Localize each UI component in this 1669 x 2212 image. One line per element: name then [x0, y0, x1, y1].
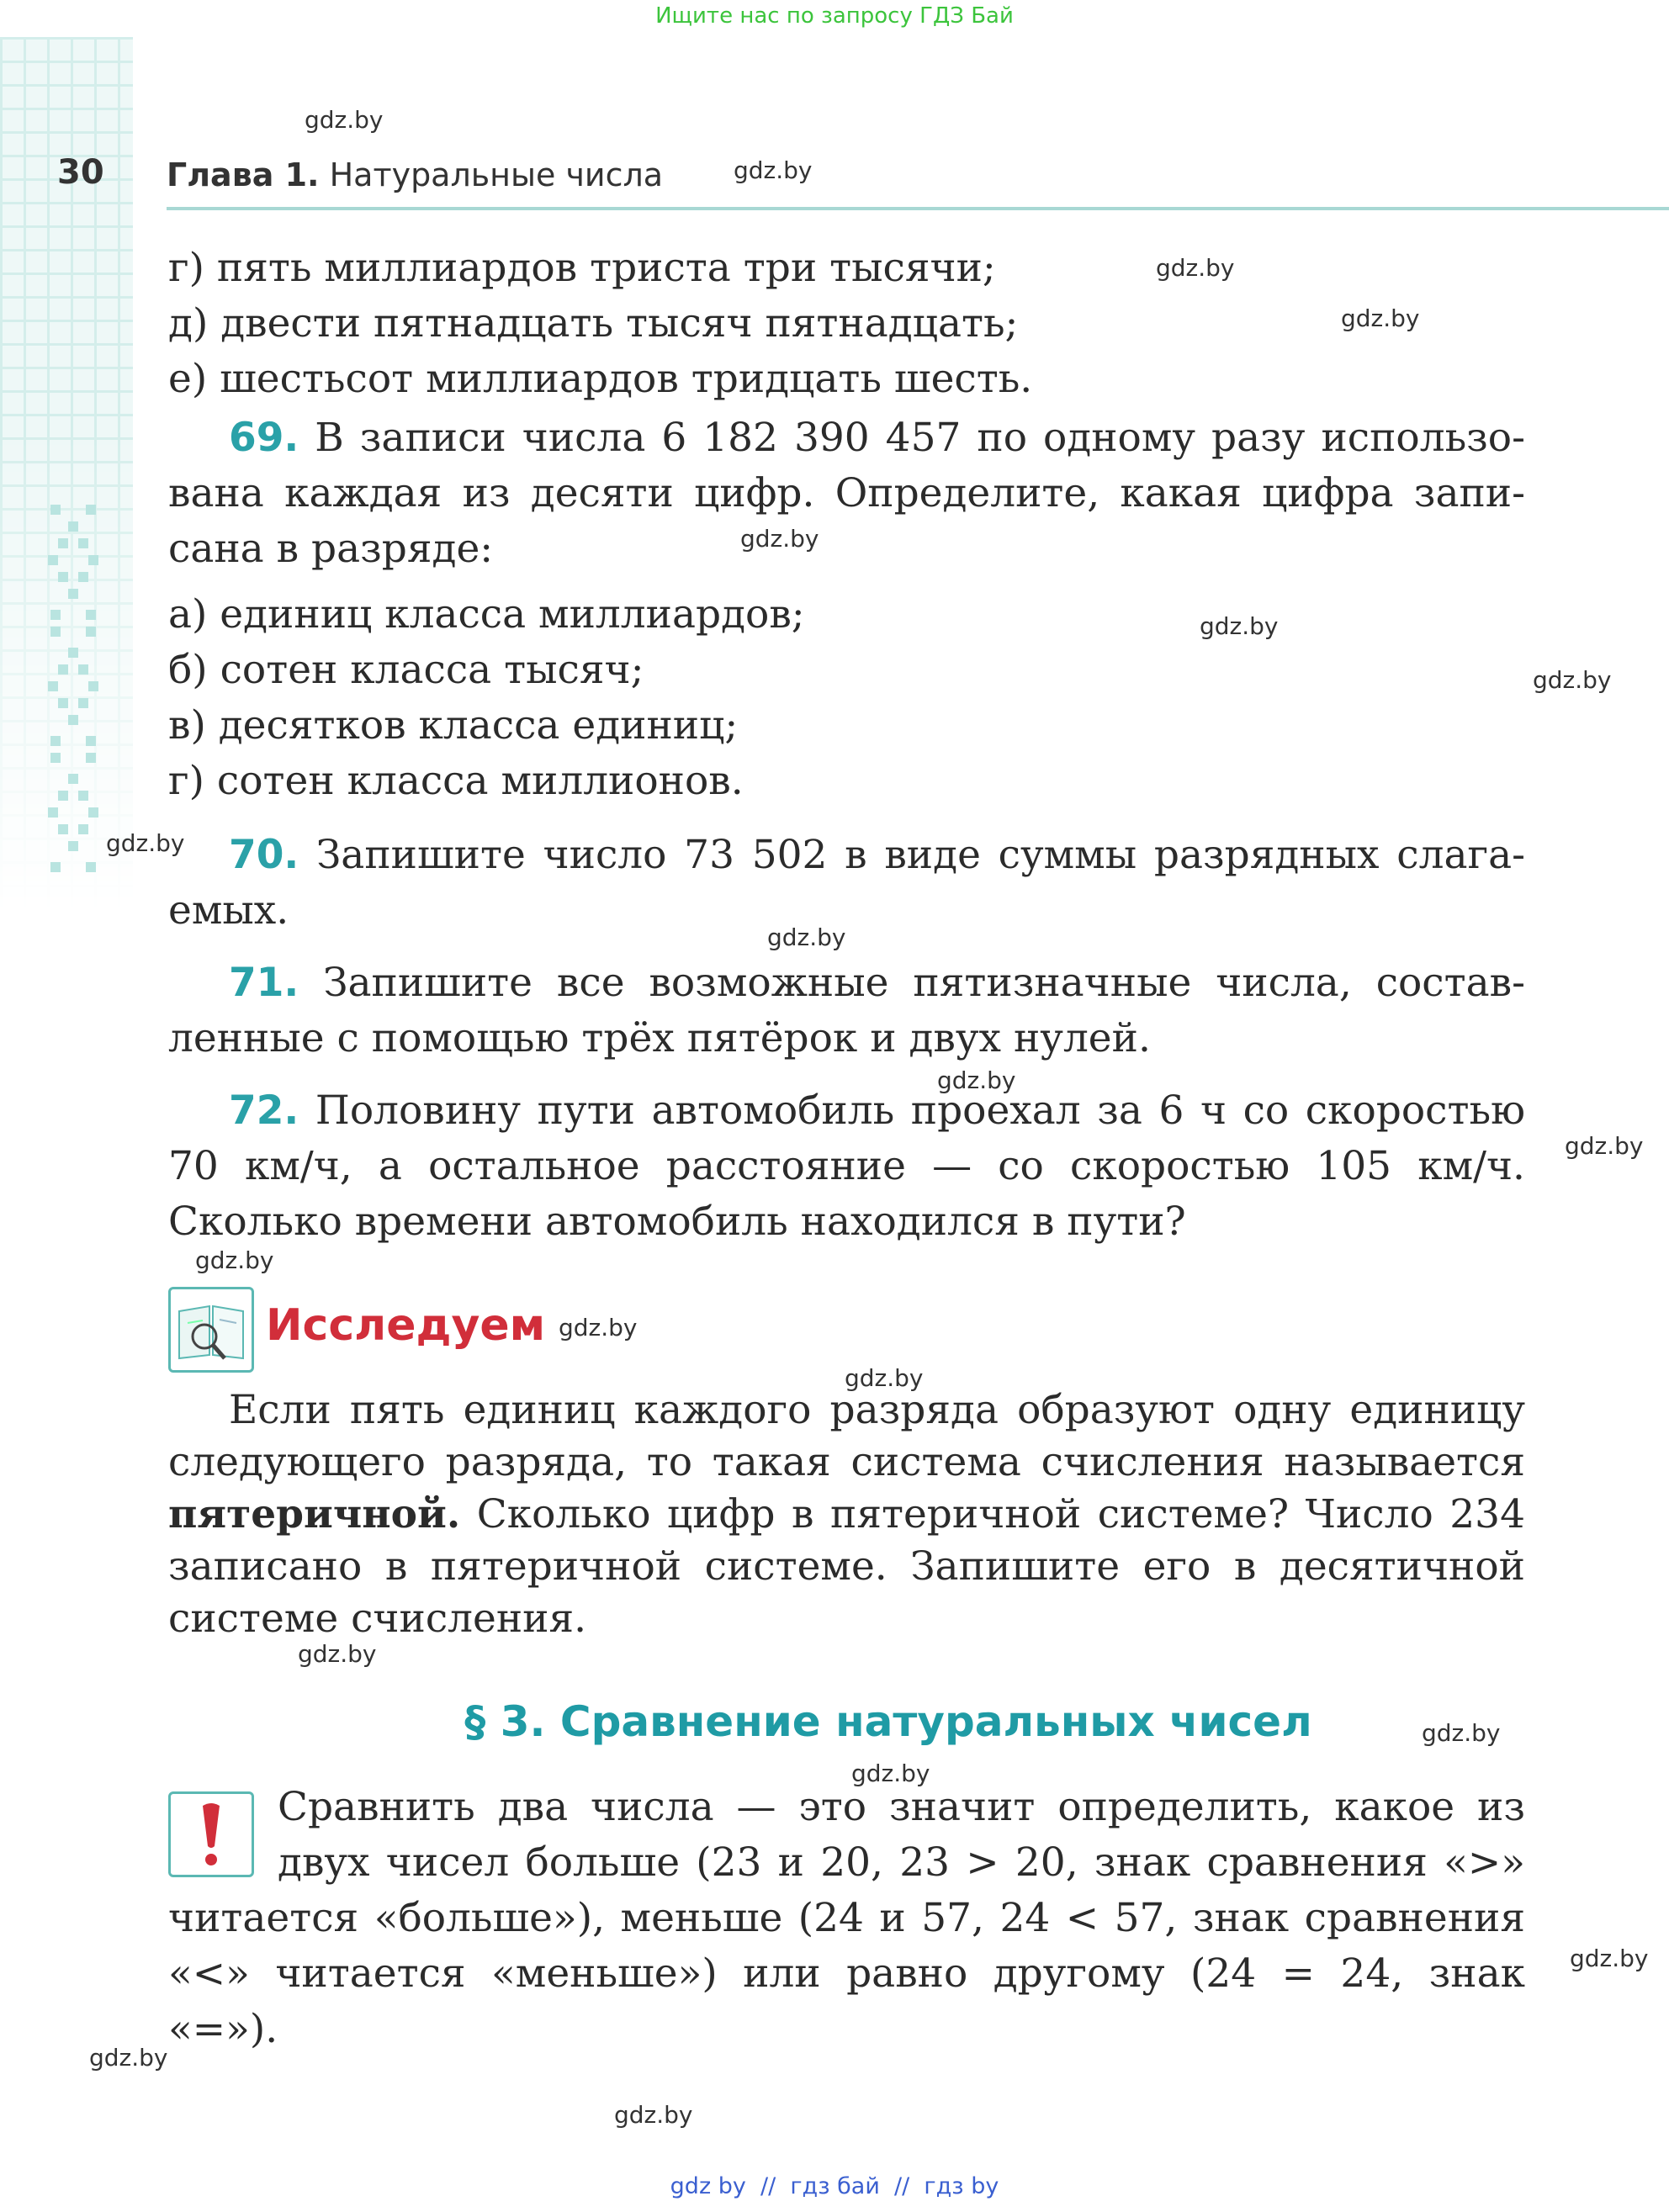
top-banner[interactable]: Ищите нас по запросу ГДЗ Бай — [655, 3, 1014, 29]
footer-links[interactable]: gdz by // гдз бай // гдз by — [670, 2173, 999, 2199]
chapter-heading — [167, 156, 663, 193]
list-item: д) двести пятнадцать тысяч пятнадцать; — [168, 300, 1019, 347]
exclamation-icon — [171, 1794, 252, 1875]
list-item: е) шестьсот миллиардов тридцать шесть. — [168, 356, 1033, 402]
exercise-71-text: Запишите все возможные пятизначные числа, состав- — [323, 960, 1525, 1006]
research-term: пятеричной. — [168, 1491, 461, 1537]
exercise-number: 69. — [229, 415, 299, 461]
exercise-70-line: емых. — [168, 887, 289, 934]
watermark: gdz.by — [851, 1760, 930, 1787]
exercise-72-line: 70 км/ч, а остальное расстояние — со скоростью 105 км/ч. — [168, 1143, 1525, 1189]
research-line: следующего разряда, то такая система счисления называется — [168, 1439, 1525, 1485]
research-line — [168, 1489, 1525, 1541]
exercise-72-text: Половину пути автомобиль проехал за 6 ч со скоростью — [315, 1087, 1525, 1134]
exercise-number: 71. — [229, 960, 299, 1006]
page-number: 30 — [57, 153, 104, 192]
watermark: gdz.by — [89, 2044, 168, 2072]
watermark: gdz.by — [937, 1066, 1016, 1094]
book-magnifier-icon — [171, 1289, 252, 1370]
watermark: gdz.by — [1533, 666, 1612, 694]
list-item: в) десятков класса единиц; — [168, 702, 739, 749]
research-icon — [168, 1287, 254, 1373]
exercise-72-line — [229, 1083, 1525, 1139]
section-line: двух чисел больше (23 и 20, 23 > 20, знак сравнения «>» — [278, 1839, 1525, 1886]
exercise-number: 72. — [229, 1087, 299, 1134]
watermark: gdz.by — [1570, 1945, 1649, 1972]
chapter-title: Натуральные числа — [329, 156, 664, 193]
watermark: gdz.by — [106, 829, 185, 857]
exercise-number: 70. — [229, 832, 299, 878]
exercise-69-text: В записи числа 6 182 390 457 по одному разу использо- — [315, 415, 1525, 461]
research-text: Сколько цифр в пятеричной системе? Число 234 — [476, 1491, 1525, 1537]
section-line: читается «больше»), меньше (24 и 57, 24 < 57, знак сравнения — [168, 1895, 1525, 1941]
list-item: а) единиц класса миллиардов; — [168, 591, 805, 638]
section-line: Сравнить два числа — это значит определить, какое из — [278, 1784, 1525, 1830]
list-item: г) сотен класса миллионов. — [168, 758, 744, 804]
list-item: б) сотен класса тысяч; — [168, 647, 644, 693]
section-line: «<» читается «меньше») или равно другому (24 = 24, знак «=»). — [168, 1950, 1525, 2052]
watermark: gdz.by — [740, 525, 819, 553]
watermark: gdz.by — [734, 156, 813, 184]
section-title: § 3. Сравнение натуральных чисел — [464, 1697, 1312, 1746]
research-line: записано в пятеричной системе. Запишите его в десятичной — [168, 1543, 1525, 1590]
exercise-69-line: сана в разряде: — [168, 526, 494, 572]
header-divider — [167, 207, 1669, 210]
watermark: gdz.by — [1156, 254, 1235, 282]
exercise-70-text: Запишите число 73 502 в виде суммы разрядных слага- — [316, 832, 1525, 878]
attention-icon — [168, 1791, 254, 1877]
watermark: gdz.by — [845, 1364, 924, 1392]
list-item: г) пять миллиардов триста три тысячи; — [168, 245, 996, 291]
watermark: gdz.by — [1422, 1719, 1501, 1747]
exercise-71-line: ленные с помощью трёх пятёрок и двух нулей. — [168, 1015, 1151, 1061]
chapter-label: Глава 1. — [167, 156, 320, 193]
exercise-72-line: Сколько времени автомобиль находился в пути? — [168, 1199, 1186, 1245]
watermark: gdz.by — [305, 106, 384, 134]
research-line: системе счисления. — [168, 1595, 587, 1642]
exercise-71-line — [229, 955, 1525, 1011]
watermark: gdz.by — [1341, 304, 1420, 332]
watermark: gdz.by — [1565, 1132, 1644, 1160]
watermark: gdz.by — [1200, 612, 1279, 640]
folk-ornament-icon — [45, 505, 101, 892]
watermark: gdz.by — [559, 1314, 638, 1341]
watermark: gdz.by — [298, 1640, 377, 1668]
watermark: gdz.by — [767, 923, 846, 951]
exercise-70-line — [229, 828, 1525, 883]
research-title: Исследуем — [266, 1300, 546, 1351]
exercise-69-line: вана каждая из десяти цифр. Определите, какая цифра запи- — [168, 470, 1525, 516]
watermark: gdz.by — [195, 1246, 274, 1274]
research-line: Если пять единиц каждого разряда образуют одну единицу — [229, 1387, 1525, 1433]
watermark: gdz.by — [614, 2101, 693, 2129]
exercise-69-line — [229, 410, 1525, 466]
